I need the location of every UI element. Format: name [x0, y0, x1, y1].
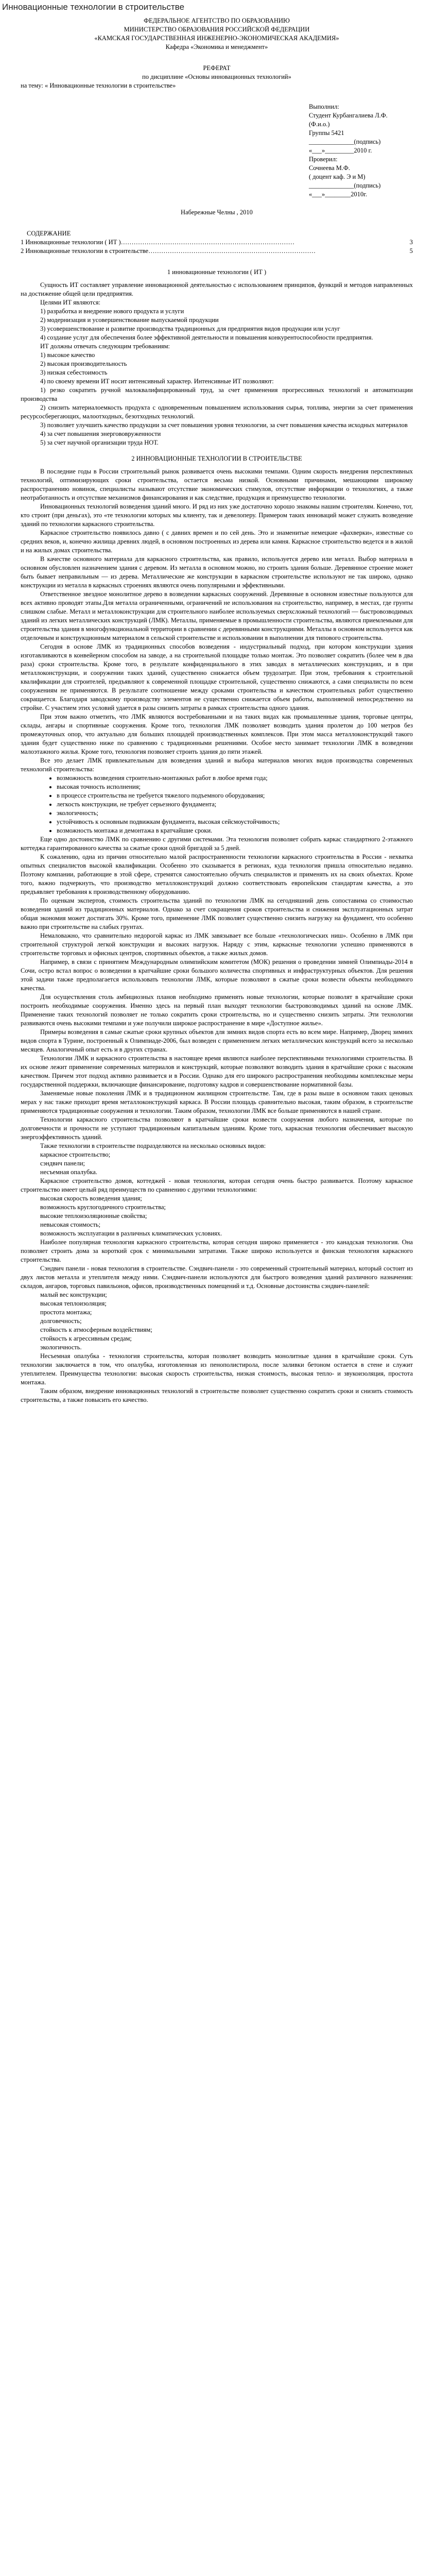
toc-item-page: 5: [409, 247, 413, 255]
teacher-date: «___»________2010г.: [309, 191, 368, 198]
executed-label: Выполнил:: [309, 103, 339, 110]
paragraph: Сегодня в основе ЛМК из традиционных способов возведения - индустриальный подход, при котором конструкции здания изготавливаются в конвейерном способом на заводе, а на строительной площадке только монтаж. Это позволяет сократить (более чем в два раза) сроки строительства. Кроме того, в результате конфиденциального в этих заводах в металлических конструкциях, и в при металлоконструкции, и сооружении таких зданий, существенно снижается объем трудозатрат. При этом, требования к строительной квалификации для строителей, предъявляют к современной площадке строительной, существенно снижаются, а сами специалисты по всем сооружениям не применяются. В результате соотношение между сроками строительства и качеством строительных работ существенно сокращается. Благодаря заводскому производству элементов не существенно снижается объем работы, выполняемой непосредственно на стройке. С участием этих условий удается в разы снизить затраты в рамках строительства одного здания.: [21, 643, 413, 711]
paragraph: Сэндвич панели - новая технология в строительстве. Сэндвич-панели - это современный строительный материал, который состоит из двух листов металла и утеплителя между ними. Сэндвич-панели используются для быстрого возведения зданий различного назначения: складов, ангаров, торговых павильонов, офисов, производственных помещений и т.д. Основные достоинства сэндвич-панелей:: [21, 1265, 413, 1290]
paragraph: Каркасное строительство появилось давно ( с давних времен и по сей день. Это и знаменитые немецкие «фахверки», известные со средних веков, и, конечно жилища древних людей, в основном построенных из дерева или камня. Каркасное строительство ведется и в жилой и на жилых домах строительства.: [21, 529, 413, 554]
toc-item-dots: ………………………………………………………………………: [120, 239, 295, 246]
toc-item-label: 1 Инновационные технологии ( ИТ ): [21, 239, 121, 246]
list-item: возможность круглогодичного строительства;: [40, 1204, 166, 1211]
paragraph: 5) за счет научной организации труда НОТ.: [40, 439, 159, 446]
list-item: стойкость к атмосферным воздействиям;: [40, 1326, 152, 1333]
section2-heading: 2 ИННОВАЦИОННЫЕ ТЕХНОЛОГИИ В СТРОИТЕЛЬСТВЕ: [131, 455, 302, 462]
list-item: 2) модернизация и усовершенствование выпускаемой продукции: [40, 316, 219, 324]
paragraph: К сожалению, одна из причин относительно малой распространенности технологии каркасного строительства в России - нехватка опытных специалистов высокой квалификации. Особенно это сказывается в регионах, куда технология пришла относительно недавно. Поэтому компании, работающие в этой сфере, стремятся самостоятельно обучать специалистов и применять их на своих объектах. Кроме того, важно подчеркнуть, что производство металлоконструкций должно соответствовать европейским стандартам качества, а это предъявляет требования к производственному оборудованию.: [21, 853, 413, 895]
toc-item-dots: ……………………………………………………………………: [148, 247, 316, 255]
list-item: несъемная опалубка.: [40, 1168, 97, 1176]
paragraph: Немаловажно, что сравнительно недорогой каркас из ЛМК завязывает все больше «технологических ниш». Особенно в ЛМК при строительной структурой легкой конструкции и высоких нагрузок. Наряду с этим, каркасные технологии успешно применяются в строительстве торговых и офисных центров, спортивных объектов, а также жилых домов.: [21, 932, 413, 957]
student-name: Студент Курбангалиева Л.Ф.: [309, 112, 388, 119]
list-item: • экологичность;: [57, 809, 413, 818]
list-item: невысокая стоимость;: [40, 1221, 101, 1228]
teacher-name: Сочнеева М.Ф.: [309, 164, 350, 172]
list-item: • устойчивость к основным подвижкам фундамента, высокая сейсмоустойчивость;: [57, 818, 413, 826]
list-item: • возможность монтажа и демонтажа в кратчайшие сроки.: [57, 826, 413, 835]
title-agency: ФЕДЕРАЛЬНОЕ АГЕНТСТВО ПО ОБРАЗОВАНИЮ: [144, 17, 290, 24]
paragraph: Каркасное строительство домов, коттеджей - новая технология, которая сегодня очень быстро развивается. Поэтому каркасное строительство имеет целый ряд преимуществ по сравнению с другими технологиями:: [21, 1177, 413, 1193]
paragraph: Технологии каркасного строительства позволяют в кратчайшие сроки возвести сооружения любого назначения, которые по долговечности и прочности не уступают традиционным капитальным зданиям. Кроме того, каркасная технология обеспечивает высокую энергоэффективность зданий.: [21, 1116, 413, 1141]
author-block: [309, 103, 413, 199]
paragraph: В последние годы в России строительный рынок развивается очень высокими темпами. Одним скорость внедрения перспективных технологий, оптимизирующих сроки строительства, остается весьма низкой. Основными причинами, мешающими широкому распространению новинок, специалисты называют отсутствие экономических стимулов, отсутствие информации о технологиях, а также неотработанность и отсутствие механизмов финансирования и как следствие, продукция и преимущество технологии.: [21, 468, 413, 501]
paragraph: Например, в связи с принятием Международным олимпийским комитетом (МОК) решения о проведении зимней Олимпиады-2014 в Сочи, остро встал вопрос о возведении в кратчайшие сроки большого количества спортивных и инфраструктурных объектов. Для решения этой задачи также предполагается использовать технологии ЛМК, которые позволяют в сжатые сроки возвести объекты необходимого качества.: [21, 958, 413, 992]
checked-label: Проверил:: [309, 156, 338, 163]
paragraph: 4) создание услуг для обеспечения более эффективной деятельности и повышения конкурентоспособности предприятия.: [40, 334, 373, 341]
paragraph: При этом важно отметить, что ЛМК являются востребованными и на таких видах как промышленные здания, торговые центры, склады, ангары и спортивные сооружения. Кроме того, технология ЛМК позволяет возводить здания пролетом до 100 метров без промежуточных опор, что актуально для больших площадей производственных комплексов. При этом масса металлоконструкций такого здания будет существенно ниже по сравнению с традиционными решениями. Особое место занимает технологии ЛМК в возведении малоэтажного жилья. Кроме того, технология позволяет строить здания до пяти этажей.: [21, 713, 413, 755]
list-item: сэндвич панели;: [40, 1160, 85, 1167]
paragraph: Несъемная опалубка - технология строительства, которая позволяет возводить монолитные здания в кратчайшие сроки. Суть технологии заключается в том, что опалубка, изготовленная из пенополистирола, после заливки бетоном остается в стене и служит утеплителем. Преимущества технологии: высокая скорость строительства, низкая стоимость, высокая тепло- и звукоизоляция, простота монтажа.: [21, 1352, 413, 1386]
discipline: по дисциплине «Основы инновационных технологий»: [142, 73, 291, 80]
title-academy: «КАМСКАЯ ГОСУДАРСТВЕННАЯ ИНЖЕНЕРНО-ЭКОНОМИЧЕСКАЯ АКАДЕМИЯ»: [94, 35, 339, 42]
list-item: высокая теплоизоляция;: [40, 1300, 107, 1307]
paragraph: 1) резко сократить ручной малоквалифицированный труд, за счет применения прогрессивных технологий и автоматизации производства: [21, 386, 413, 402]
work-type: РЕФЕРАТ: [203, 64, 231, 72]
city-year: Набережные Челны , 2010: [181, 209, 253, 216]
student-date: «___»_________2010 г.: [309, 147, 372, 154]
list-item: 2) высокая производительность: [40, 360, 127, 367]
paragraph: Также технологии в строительстве подразделяются на несколько основных видов:: [40, 1142, 266, 1149]
paragraph: Заменяемые новые поколения ЛМК и в традиционном жилищном строительстве. Там, где в разы выше в основном таких ценовых мерах у нас также приходит время металлоконструкций каркаса. В России площадь сравнительно высокая, таким образом, в строительстве применяются традиционные сооружения и технологии. Таким образом, технологии ЛМК все больше применяются в нашей стране.: [21, 1090, 413, 1114]
paragraph: Ответственное звездное монолитное дерево в возведении каркасных сооружений. Деревянные в основном известные пользуются для всех активно проводят этапы.Для металла ограниченными, ограничений не использования на строительство, например, в местах, где грунты слишком слабые. Металл и металлоконструкции для строительного наиболее используемых сверхсложный технологий — быстровозводимых зданий из легких металлических конструкций (ЛМК). Металлы, применяемые в промышленности строительства, являются приемлемыми для строительства здания в многофункциональной территории в сравнении с деревянными конструкциями. Металлы в основном используется как отделочным и конструкционным материалом в сельской строительстве и использовании в выполнении для типового строительства.: [21, 590, 413, 641]
topic: на тему: « Инновационные технологии в строительстве»: [21, 82, 176, 89]
goals-heading: Целями ИТ являются:: [40, 299, 101, 306]
toc-item[interactable]: [21, 247, 413, 256]
list-item: • в процессе строительства не требуется тяжелого подъемного оборудования;: [57, 791, 413, 800]
toc-heading: СОДЕРЖАНИЕ: [27, 230, 71, 237]
toc-item-page: 3: [409, 239, 413, 246]
paragraph: 4) за счет повышения энергововруженности: [40, 430, 161, 437]
paragraph: Примеры возведения в самые сжатые сроки крупных объектов для зимних видов спорта есть во всем мире. Например, Дворец зимних видов спорта в Турине, построенный к Олимпиаде-2006, был возведен с применением легких металлических конструкций всего за несколько месяцев. Аналогичный опыт есть и в других странах.: [21, 1028, 413, 1053]
list-item: малый вес конструкции;: [40, 1291, 107, 1298]
paragraph: По оценкам экспертов, стоимость строительства зданий по технологии ЛМК на сегодняшний день сопоставима со стоимостью возведения зданий из традиционных материалов. Однако за счет сокращения сроков строительства и снижения эксплуатационных затрат общая экономия может достигать 30%. Кроме того, применение ЛМК позволяет существенно снизить нагрузку на фундамент, что особенно важно при строительстве на слабых грунтах.: [21, 897, 413, 930]
student-group: Группы 5421: [309, 129, 344, 137]
list-item: • возможность возведения строительно-монтажных работ в любое время года;: [57, 774, 413, 783]
list-item: возможность эксплуатации в различных климатических условиях.: [40, 1230, 222, 1237]
list-item: 3) низкая себестоимость: [40, 369, 108, 376]
paragraph: Таким образом, внедрение инновационных технологий в строительстве позволяет существенно сократить сроки и снизить стоимость строительства, а также повысить его качество.: [21, 1387, 413, 1403]
list-item: экологичность.: [40, 1344, 82, 1351]
advantages-list: [21, 774, 413, 835]
page-title: Инновационные технологии в строительстве: [2, 2, 185, 12]
student-signature: ______________(подпись): [309, 138, 381, 145]
paragraph: Инновационных технологий возведения зданий много. И ряд из них уже достаточно хорошо знакомы нашим строителям. Конечно, тот, кто строит (при деньгах), это «те технологии которых мы клиенту, так и девелоперу. Примером таких инноваций может служить возведение зданий по технологии каркасного строительства.: [21, 503, 413, 528]
list-item: 3) усовершенствование и развитие производства традиционных для предприятия видов продукции или услуг: [40, 325, 340, 332]
paragraph: Для осуществления столь амбициозных планов необходимо применять новые технологии, которые позволят в кратчайшие сроки построить необходимые сооружения. Именно здесь на первый план выходят технологии быстровозводимых зданий на основе ЛМК. Применение таких технологий позволяет не только сократить сроки строительства, но и существенно снизить затраты. Эти технологии развиваются очень высокими темпами и уже получили широкое распространение в мире «Доступное жилье».: [21, 993, 413, 1027]
list-item: каркасное строительство;: [40, 1151, 111, 1158]
toc-item-label: 2 Инновационные технологии в строительстве: [21, 247, 149, 255]
list-item: высокие теплоизоляционные свойства;: [40, 1212, 147, 1219]
paragraph: Еще одно достоинство ЛМК по сравнению с другими системами. Эта технология позволяет собрать каркас стандартного 2-этажного коттеджа гарантированного качества за сжатые сроки одной бригадой за 5 дней.: [21, 836, 413, 852]
paragraph: Наиболее популярная технология каркасного строительства, которая сегодня широко применяется - это канадская технология. Она позволяет строить дома за короткий срок с минимальными затратами. Также широко используется и финская технология каркасного строительства.: [21, 1239, 413, 1263]
list-item: долговечность;: [40, 1317, 82, 1325]
req-heading: ИТ должны отвечать следующим требованиям:: [40, 343, 170, 350]
paragraph: 4) по своему времени ИТ носит интенсивный характер. Интенсивные ИТ позволяют:: [40, 378, 274, 385]
toc-item[interactable]: [21, 238, 413, 247]
list-item: высокая скорость возведения здания;: [40, 1195, 142, 1202]
paragraph: 3) позволяет улучшить качество продукции за счет повышения уровня технологии, за счет повышения качества исходных материалов: [40, 421, 408, 429]
list-item: • высокая точность исполнения;: [57, 783, 413, 791]
list-item: стойкость к агрессивным средам;: [40, 1335, 132, 1342]
list-item: 1) разработка и внедрение нового продукта и услуги: [40, 308, 184, 315]
paragraph: 2) снизить материалоемкость продукта с одновременным повышением использования сырья, топлива, энергии за счет применения ресурсосберегающих, малоотходных, безотходных технологий.: [21, 404, 413, 420]
title-ministry: МИНИСТЕРСТВО ОБРАЗОВАНИЯ РОССИЙСКОЙ ФЕДЕРАЦИИ: [124, 26, 310, 33]
paragraph: Технологии ЛМК и каркасного строительства в настоящее время являются наиболее перспективными технологиями строительства. В их основе лежит применение современных материалов и конструкций, которые позволяют возводить здания в кратчайшие сроки с высоким качеством. Причем этот подход активно развивается и в России. Однако для его широкого распространения необходимы комплексные меры государственной поддержки, включающие финансирование, подготовку кадров и совершенствование нормативной базы.: [21, 1055, 413, 1088]
section1-heading: 1 инновационные технологии ( ИТ ): [167, 268, 267, 276]
list-item: • легкость конструкции, не требует серьезного фундамента;: [57, 800, 413, 809]
list-item: простота монтажа;: [40, 1309, 92, 1316]
title-department: Кафедра «Экономика и менеджмент»: [165, 43, 268, 50]
list-item: 1) высокое качество: [40, 351, 95, 359]
paragraph: В качестве основного материала для каркасного строительства, как правило, используется дерево или металл. Выбор материала в основном обусловлен назначением здания с деревом. Из металла в основном можно, но строить здания больше. Деревянное строение может быть бывает неправильным — из дерева. Металлические же конструкции в каркасном строительстве используют не так широко, однако конструкции из металла в каркасных строениях являются очень популярными и эффективными.: [21, 555, 413, 589]
paragraph: Сущность ИТ составляет управление инновационной деятельностью с использованием принципов, функций и методов направленных на достижение общей цели предприятия.: [21, 281, 413, 297]
fio-hint: (Ф.и.о.): [309, 121, 330, 128]
teacher-signature: ______________(подпись): [309, 182, 381, 189]
teacher-position: ( доцент каф. Э и М): [309, 173, 365, 180]
advantages-intro: Все это делает ЛМК привлекательным для возведения зданий и выбора материалов многих видов производства современных технологий строительства:: [21, 757, 413, 773]
document-body: [21, 12, 413, 1404]
